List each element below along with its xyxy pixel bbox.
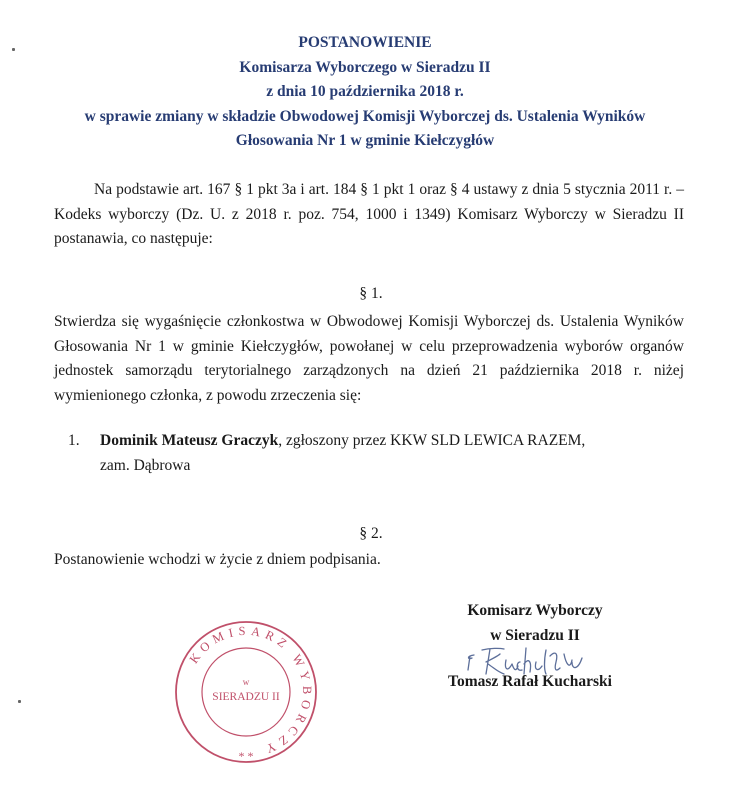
stamp-ring-text: KOMISARZ WYBORCZY bbox=[186, 623, 315, 758]
stamp-stars: * * bbox=[238, 749, 254, 763]
issue-date: z dnia 10 października 2018 r. bbox=[266, 83, 464, 100]
legal-basis-paragraph: Na podstawie art. 167 § 1 pkt 3a i art. 184 § 1 pkt 1 oraz § 4 ustawy z dnia 5 stycznia 2011 r. – Kodeks wyborczy (Dz. U. z 2018 r. poz. 754, 1000 i 1349) Komisarz Wyborczy w Sieradzu II postanawia, co następuje: bbox=[54, 181, 684, 247]
document-type: POSTANOWIENIE bbox=[298, 34, 432, 51]
section-2-mark: § 2. bbox=[359, 525, 383, 542]
section-2-text: Postanowienie wchodzi w życie z dniem podpisania. bbox=[54, 551, 381, 568]
scan-dot bbox=[12, 48, 15, 51]
signatory-title-line-2: w Sieradzu II bbox=[490, 627, 580, 644]
member-detail: , zgłoszony przez KKW SLD LEWICA RAZEM, bbox=[278, 432, 586, 449]
stamp-center-text: SIERADZU II bbox=[212, 691, 280, 703]
subject-line-2: Głosowania Nr 1 w gminie Kiełczygłów bbox=[235, 132, 495, 149]
official-stamp bbox=[171, 612, 321, 777]
issuer: Komisarza Wyborczego w Sieradzu II bbox=[239, 58, 491, 76]
list-item-number: 1. bbox=[68, 432, 80, 449]
section-1-mark: § 1. bbox=[359, 285, 383, 302]
stamp-center-small: w bbox=[242, 677, 250, 687]
signer-name: Tomasz Rafał Kucharski bbox=[448, 673, 612, 690]
scan-dot bbox=[18, 700, 21, 703]
section-1-text: Stwierdza się wygaśnięcie członkostwa w Obwodowej Komisji Wyborczej ds. Ustalenia Wyników Głosowania Nr 1 w gminie Kiełczygłów, powołanej w celu przeprowadzenia wyborów organów jednostek samorządu terytorialnego zarządzonych na dzień 21 października 2018 r. niżej wymienionego członka, z powodu zrzeczenia się: bbox=[54, 313, 684, 404]
member-address: zam. Dąbrowa bbox=[100, 456, 191, 474]
subject-line-1: w sprawie zmiany w składzie Obwodowej Komisji Wyborczej ds. Ustalenia Wyników bbox=[84, 107, 646, 125]
member-name: Dominik Mateusz Graczyk bbox=[100, 432, 279, 449]
list-item-body bbox=[100, 429, 660, 478]
document-header bbox=[0, 31, 730, 154]
signatory-title-line-1: Komisarz Wyborczy bbox=[467, 602, 603, 619]
